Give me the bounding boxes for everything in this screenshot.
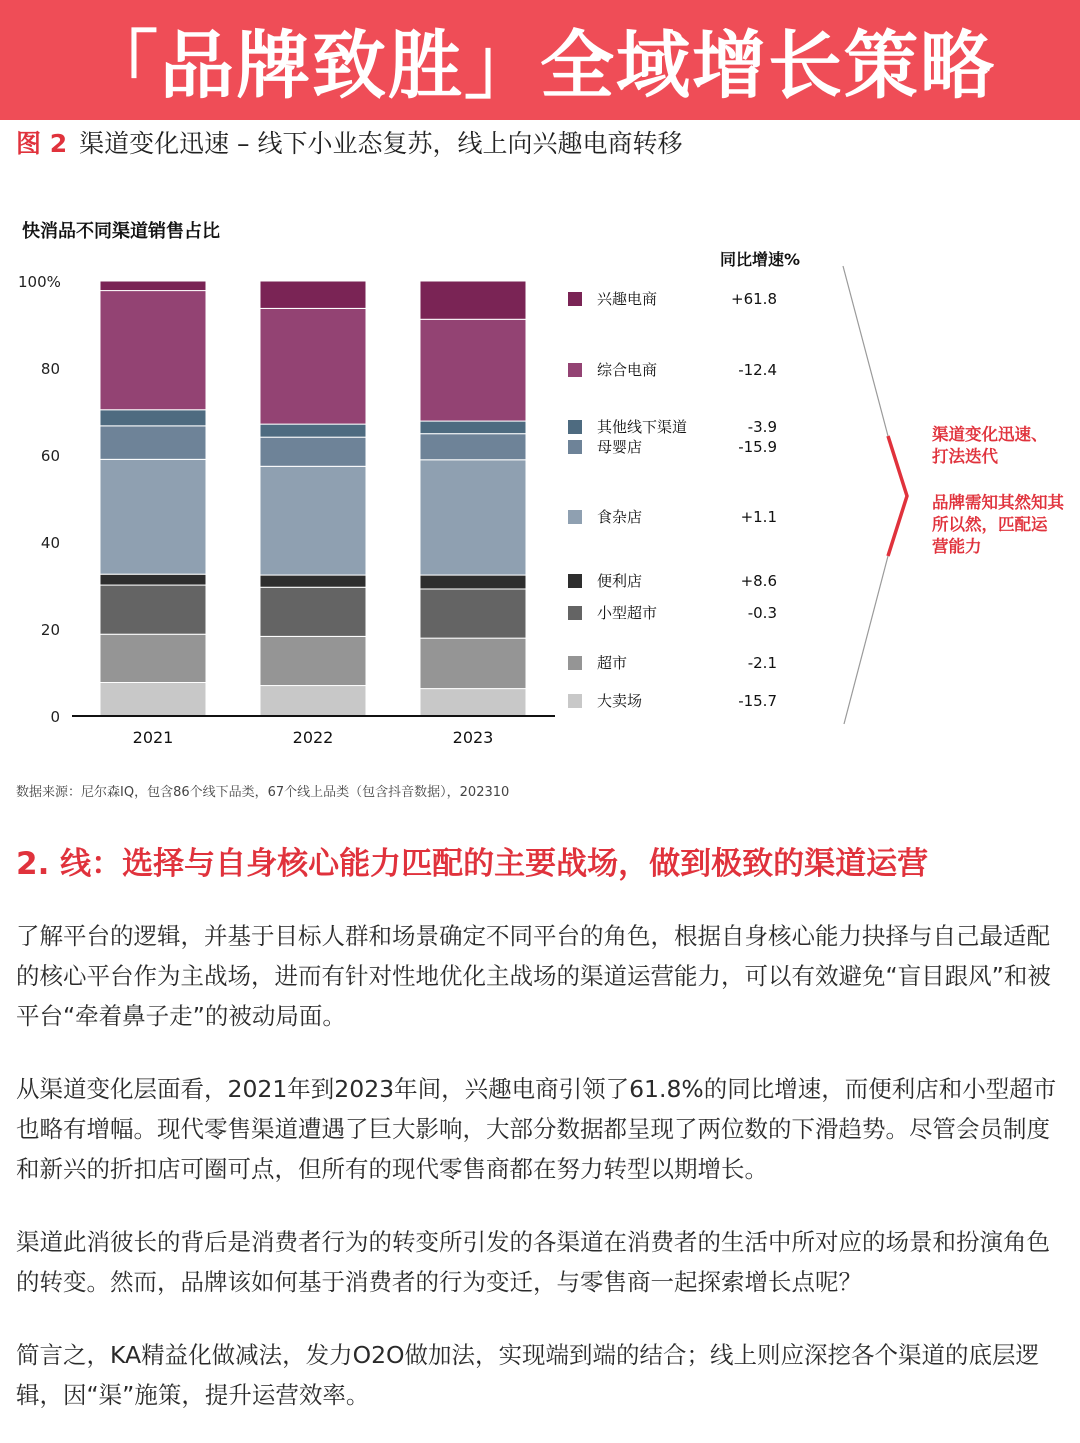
bar-segment xyxy=(420,319,526,421)
legend-label: 超市 xyxy=(597,654,628,672)
growth-header: 同比增速% xyxy=(719,250,800,269)
annotation-2 xyxy=(932,492,1066,556)
annotation-1 xyxy=(932,424,1048,466)
bar-segment xyxy=(420,281,526,319)
bracket-line-bottom xyxy=(844,556,888,724)
bar-segment xyxy=(260,686,366,716)
bar-segment xyxy=(100,459,206,574)
bar-segment xyxy=(420,638,526,688)
channel-share-chart xyxy=(0,200,1080,760)
y-tick-label: 0 xyxy=(50,708,60,726)
y-tick-label: 60 xyxy=(40,447,60,465)
figure-label: 图 2 xyxy=(16,129,68,158)
section-heading: 2. 线：选择与自身核心能力匹配的主要战场，做到极致的渠道运营 xyxy=(16,846,929,882)
annotation-2-line: 营能力 xyxy=(932,537,982,556)
legend-swatch xyxy=(568,363,582,377)
legend-label: 母婴店 xyxy=(597,438,643,456)
legend-label: 小型超市 xyxy=(597,604,658,622)
bar-segment xyxy=(260,466,366,575)
legend-growth-value: +1.1 xyxy=(740,508,777,526)
x-tick-label: 2021 xyxy=(132,728,174,747)
bar-segment xyxy=(420,575,526,589)
bar-segment xyxy=(100,585,206,634)
legend-growth-value: -2.1 xyxy=(747,654,777,672)
legend-label: 其他线下渠道 xyxy=(597,418,688,436)
bar-segment xyxy=(100,281,206,291)
x-tick-label: 2022 xyxy=(292,728,334,747)
legend-growth-value: -3.9 xyxy=(747,418,777,436)
y-tick-label: 80 xyxy=(40,360,60,378)
bar-segment xyxy=(100,426,206,459)
legend-swatch xyxy=(568,694,582,708)
paragraph: 渠道此消彼长的背后是消费者行为的转变所引发的各渠道在消费者的生活中所对应的场景和扮演角色的转变。然而，品牌该如何基于消费者的行为变迁，与零售商一起探索增长点呢？ xyxy=(16,1228,1050,1296)
bar-segment xyxy=(100,410,206,426)
bar-segment xyxy=(100,634,206,682)
y-tick-label: 40 xyxy=(40,534,60,552)
x-tick-label: 2023 xyxy=(452,728,494,747)
legend-swatch xyxy=(568,420,582,434)
bar-segment xyxy=(260,437,366,466)
legend-growth-value: -12.4 xyxy=(738,361,777,379)
chart-title: 快消品不同渠道销售占比 xyxy=(22,221,220,242)
legend-swatch xyxy=(568,574,582,588)
bar-segment xyxy=(420,421,526,434)
data-source: 数据来源：尼尔森IQ，包含86个线下品类，67个线上品类（包含抖音数据），202310 xyxy=(16,785,510,800)
legend-growth-value: -15.9 xyxy=(738,438,777,456)
annotation-1-line: 渠道变化迅速、 xyxy=(932,425,1048,444)
y-tick-label: 100% xyxy=(18,273,61,291)
paragraph: 从渠道变化层面看，2021年到2023年间，兴趣电商引领了61.8%的同比增速，而便利店和小型超市也略有增幅。现代零售渠道遭遇了巨大影响，大部分数据都呈现了两位数的下滑趋势。尽管会员制度和新兴的折扣店可圈可点，但所有的现代零售商都在努力转型以期增长。 xyxy=(16,1075,1057,1183)
legend-growth-value: -0.3 xyxy=(747,604,777,622)
bar-segment xyxy=(260,587,366,636)
figure-caption xyxy=(16,124,683,160)
bar-segment xyxy=(260,308,366,424)
legend-growth-value: +61.8 xyxy=(731,290,777,308)
annotation-2-line: 所以然，匹配运 xyxy=(932,515,1048,534)
figure-caption-text: 渠道变化迅速 – 线下小业态复苏，线上向兴趣电商转移 xyxy=(79,129,683,158)
bar-segment xyxy=(420,689,526,716)
legend-swatch xyxy=(568,292,582,306)
bar-segment xyxy=(100,291,206,410)
bar-segment xyxy=(420,589,526,638)
legend-swatch xyxy=(568,606,582,620)
annotation-1-line: 打法迭代 xyxy=(932,447,998,466)
legend-label: 大卖场 xyxy=(597,692,643,710)
y-tick-label: 20 xyxy=(40,621,60,639)
legend-swatch xyxy=(568,656,582,670)
bar-segment xyxy=(260,575,366,587)
bracket-line-top xyxy=(843,266,888,436)
page-title: 「品牌致胜」全域增长策略 xyxy=(84,23,996,109)
bar-segment xyxy=(260,636,366,685)
legend-swatch xyxy=(568,510,582,524)
legend-label: 兴趣电商 xyxy=(597,290,658,308)
bar-segment xyxy=(420,434,526,460)
bracket-red-chevron xyxy=(888,436,907,556)
bar-segment xyxy=(100,574,206,585)
legend-label: 综合电商 xyxy=(597,361,658,379)
title-banner xyxy=(0,0,1080,120)
legend-growth-value: -15.7 xyxy=(738,692,777,710)
annotation-2-line: 品牌需知其然知其 xyxy=(932,493,1064,512)
bar-segment xyxy=(420,460,526,575)
bar-segment xyxy=(260,281,366,308)
legend-swatch xyxy=(568,440,582,454)
legend-label: 便利店 xyxy=(597,572,643,590)
paragraph: 简言之，KA精益化做减法，发力O2O做加法，实现端到端的结合；线上则应深挖各个渠道的底层逻辑，因“渠”施策，提升运营效率。 xyxy=(16,1341,1040,1409)
legend-growth-value: +8.6 xyxy=(740,572,777,590)
paragraph: 了解平台的逻辑，并基于目标人群和场景确定不同平台的角色，根据自身核心能力抉择与自己最适配的核心平台作为主战场，进而有针对性地优化主战场的渠道运营能力，可以有效避免“盲目跟风”和被平台“牵着鼻子走”的被动局面。 xyxy=(16,922,1051,1030)
legend-label: 食杂店 xyxy=(597,508,643,526)
bar-segment xyxy=(260,424,366,437)
bar-segment xyxy=(100,683,206,716)
